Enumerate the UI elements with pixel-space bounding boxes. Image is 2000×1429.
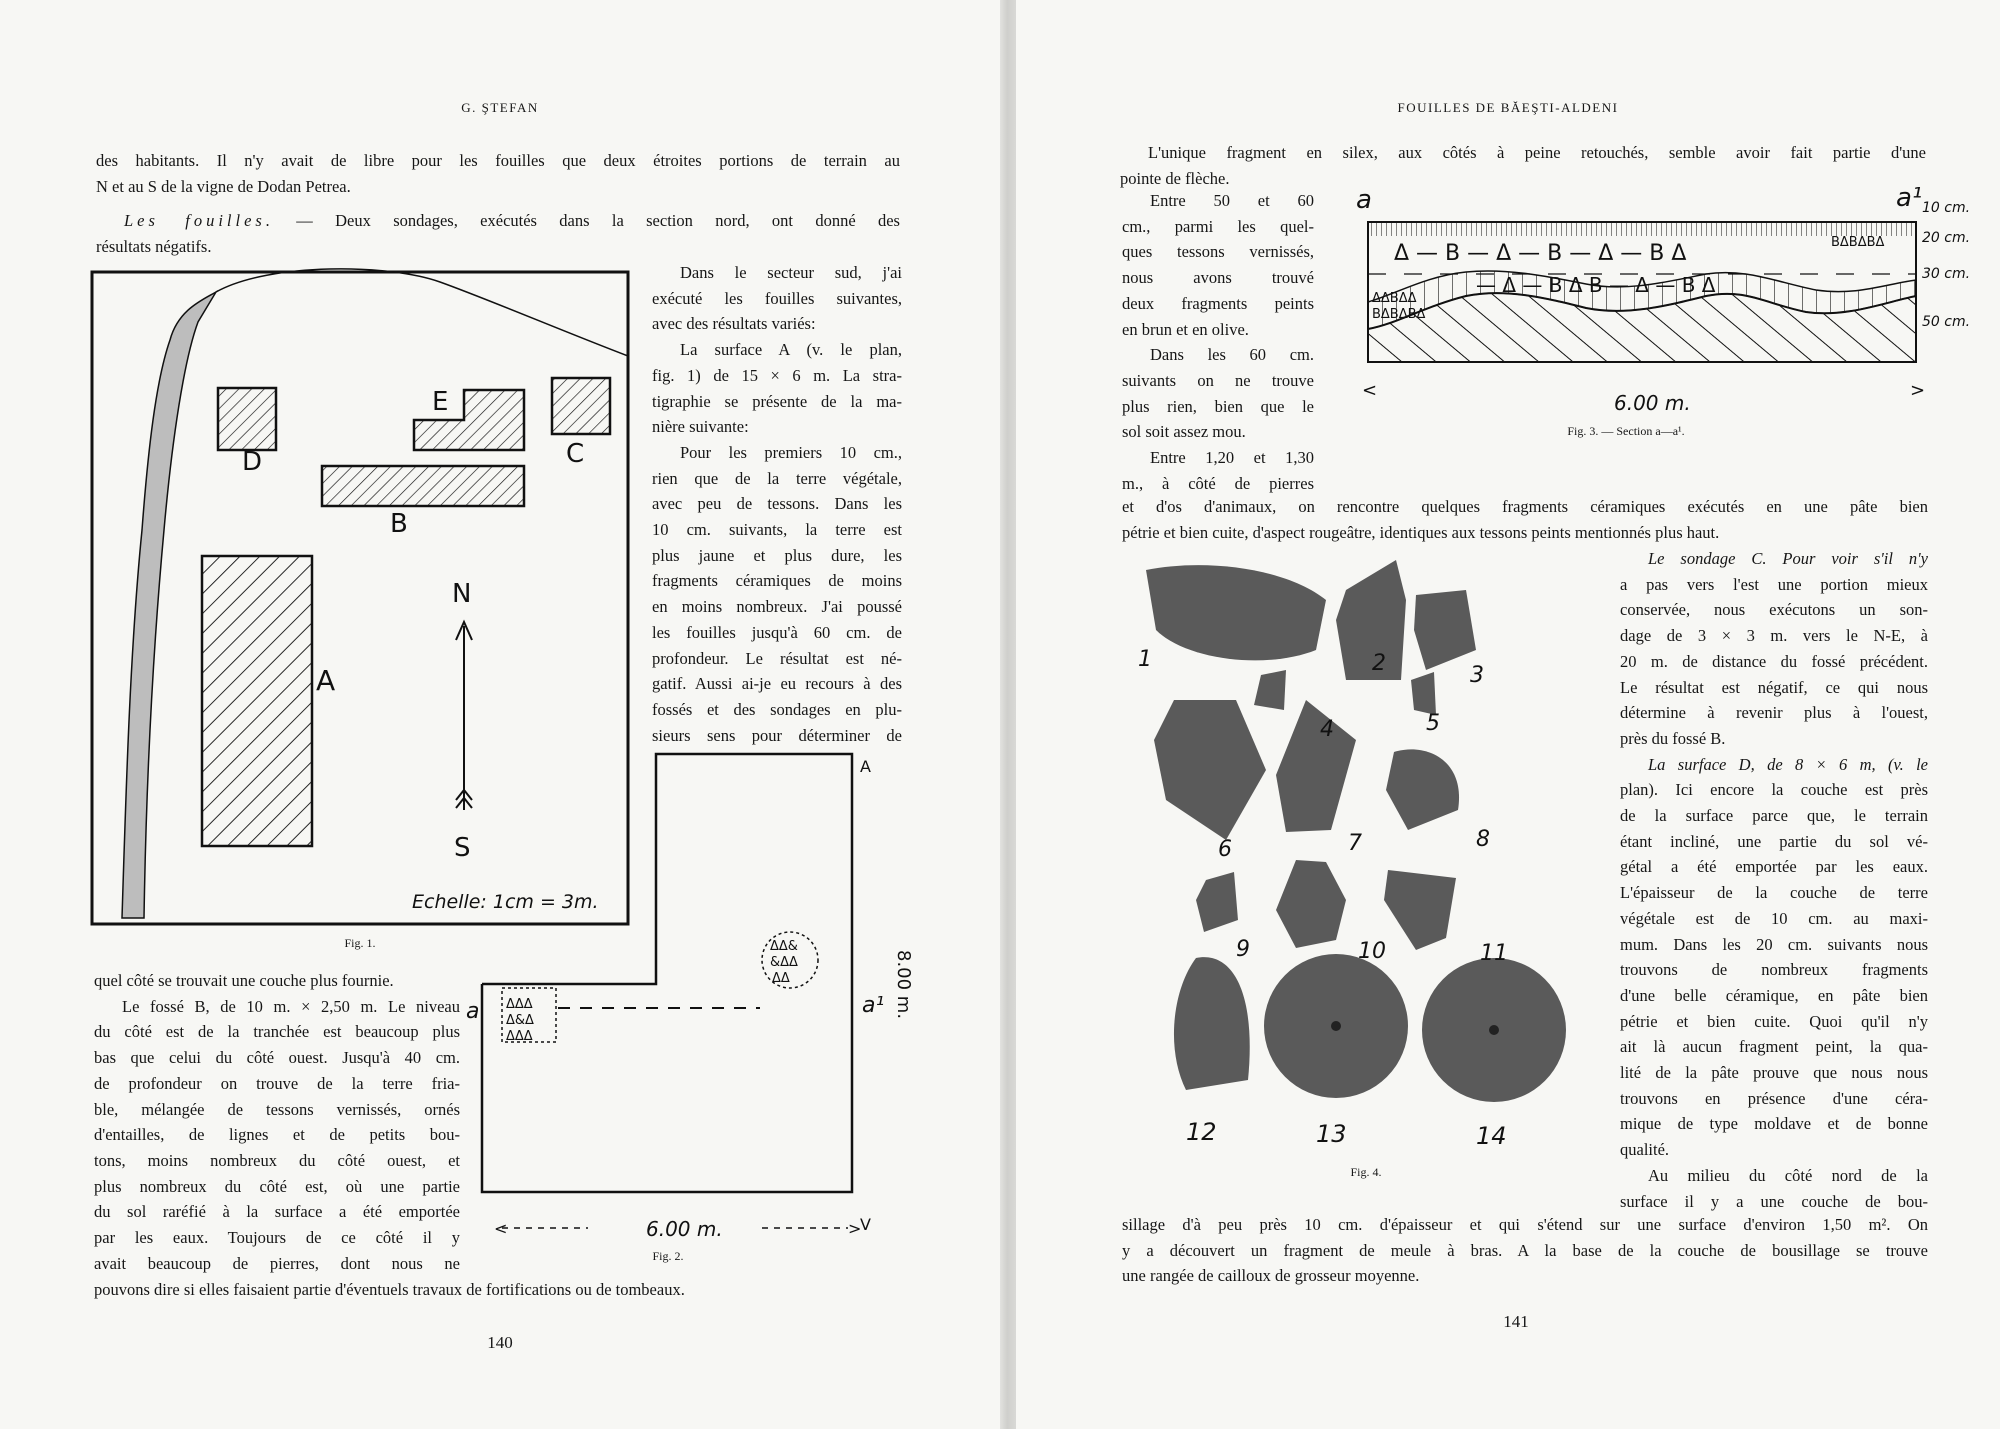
text-line: sol soit assez mou.: [1122, 422, 1246, 442]
side-paragraph: [1620, 546, 1928, 1214]
text-line: près du fossé B.: [1620, 728, 1726, 748]
fig4-caption: Fig. 4.: [1350, 1165, 1382, 1179]
text-line: 20 m. de distance du fossé précédent.: [1620, 651, 1928, 671]
fig4-number: 6: [1218, 837, 1232, 862]
fig4-number: 11: [1480, 941, 1508, 966]
text-line: rien que de la terre végétale,: [652, 468, 902, 488]
fig4-sherd-photo: [1126, 560, 1616, 1170]
text-line: deux fragments peints: [1122, 293, 1314, 313]
text-line: par les eaux. Toujours de ce côté il y: [94, 1228, 460, 1248]
text-line: avec peu de tessons. Dans les: [652, 494, 902, 514]
text-span: — Deux sondages, exécutés dans la section nord, ont donné des: [273, 211, 900, 230]
layer-symbols: BΔBΔBΔ: [1831, 235, 1885, 250]
text-line: résultats négatifs.: [96, 236, 212, 256]
fig2-label-a: a: [466, 999, 480, 1024]
text-line: en brun et en olive.: [1122, 319, 1249, 339]
fig4-number: 4: [1320, 717, 1334, 742]
text-line: cm., parmi les quel-: [1122, 216, 1314, 236]
text-line: trouvons en présence d'une céra-: [1620, 1088, 1928, 1108]
text-line: La surface D, de 8 × 6 m, (v. le: [1648, 754, 1928, 774]
fig3-label-a1: a¹: [1896, 183, 1923, 213]
text-line: a pas vers l'est une portion mieux: [1620, 574, 1928, 594]
depth-label: 50 cm.: [1922, 314, 1971, 330]
text-line: fossés et des sondages en plu-: [652, 699, 902, 719]
north-label: N: [452, 579, 472, 609]
bottom-paragraph: [1122, 1212, 1928, 1289]
layer-symbols: Δ — B — Δ — B — Δ — B Δ: [1394, 241, 1687, 266]
fig2-width-label: 6.00 m.: [646, 1217, 723, 1241]
text-line: sillage d'à peu près 10 cm. d'épaisseur et qui s'étend sur une surface d'environ 1,50 m². On: [1122, 1215, 1928, 1234]
text-line: surface il y a une couche de bou-: [1620, 1191, 1928, 1211]
fig4-number: 10: [1358, 939, 1386, 964]
label-b: B: [390, 509, 408, 539]
text-line: d'une belle céramique, en pâte bien: [1620, 985, 1928, 1005]
fig2-corner-top: A: [860, 757, 871, 776]
scale-label: Echelle: 1cm = 3m.: [412, 891, 599, 913]
text-line: en moins nombreux. J'ai poussé: [652, 597, 902, 617]
text-line: exécuté les fouilles suivantes,: [652, 288, 902, 308]
final-line: [94, 1277, 908, 1303]
page-number: 140: [487, 1333, 513, 1352]
text-line: pétrie et bien cuite. Quoi qu'il n'y: [1620, 1011, 1928, 1031]
sherd-10: [1276, 860, 1346, 948]
text-line: qualité.: [1620, 1140, 1670, 1160]
arrow-right-icon: >: [848, 1219, 862, 1238]
text-line: N et au S de la vigne de Dodan Petrea.: [96, 176, 351, 196]
text-line: L'épaisseur de la couche de terre: [1620, 883, 1928, 903]
running-header: FOUILLES DE BĂEŞTI-ALDENI: [1397, 100, 1619, 115]
text-line: bas que celui du côté ouest. Jusqu'à 40 cm.: [94, 1048, 460, 1068]
sherd-8: [1386, 749, 1459, 830]
text-line: Dans les 60 cm.: [1150, 345, 1314, 365]
sherd-symbols: Δ&Δ: [506, 1013, 534, 1028]
text-line: tigraphie se présente de la ma-: [652, 391, 902, 411]
sherd-11: [1384, 870, 1456, 950]
text-line: lité de la pâte prouve que nous nous: [1620, 1063, 1928, 1083]
sherd-9: [1196, 872, 1238, 932]
text-line: 10 cm. suivants, la terre est: [652, 520, 902, 540]
sherd-2: [1336, 560, 1406, 680]
fig1-caption: Fig. 1.: [344, 936, 376, 950]
text-line: du côté est de la tranchée est beaucoup plus: [94, 1022, 460, 1042]
label-d: D: [242, 447, 263, 477]
text-line: ble, mélangée de tessons vernissés, ornés: [94, 1099, 460, 1119]
section-heading: Les fouilles.: [124, 211, 274, 230]
sherd-symbols: &ΔΔ: [770, 955, 798, 970]
sherd-7: [1276, 700, 1356, 832]
lower-paragraph: [94, 968, 460, 1276]
text-line: et d'os d'animaux, on rencontre quelques fragments céramiques exécutés en une pâte bien: [1122, 497, 1928, 516]
fig2-caption: Fig. 2.: [652, 1249, 684, 1263]
fig2-corner-bottom: V: [860, 1215, 871, 1234]
fig3-section: [1326, 184, 1996, 424]
text-line: suivants on ne trouve: [1122, 370, 1314, 390]
column-paragraph: [1122, 188, 1314, 496]
sherd-symbols: ΔΔ: [772, 971, 790, 986]
label-e: E: [432, 387, 449, 417]
depth-label: 30 cm.: [1922, 266, 1971, 282]
right-page: [1016, 0, 2000, 1429]
text-line: m., à côté de pierres: [1122, 473, 1314, 493]
sherd-6: [1154, 700, 1266, 840]
fig3-label-a: a: [1356, 185, 1372, 215]
text-line: de la surface parce que, le terrain: [1620, 806, 1928, 826]
arrow-right-icon: >: [1910, 380, 1926, 401]
text-line: les fouilles jusqu'à 60 cm. de: [652, 622, 902, 642]
text-line: plus jaune et plus dure, les: [652, 545, 902, 565]
text-line: avait beaucoup de pierres, dont nous ne: [94, 1253, 460, 1273]
fig2-trench-plan: [466, 750, 914, 1270]
text-line: mum. Dans les 20 cm. suivants nous: [1620, 934, 1928, 954]
text-line: ait là aucun fragment peint, la qua-: [1620, 1037, 1928, 1057]
text-line: une rangée de cailloux de grosseur moyenne.: [1122, 1266, 1420, 1286]
text-line: Pour les premiers 10 cm.,: [680, 442, 902, 462]
text-line: étant incliné, une partie du sol vé-: [1620, 831, 1928, 851]
text-line: Entre 1,20 et 1,30: [1150, 448, 1314, 468]
text-line: [96, 208, 900, 234]
fig2-label-a1: a¹: [862, 993, 885, 1018]
text-line: sieurs sens pour déterminer de: [652, 725, 902, 745]
arrow-left-icon: <: [1362, 380, 1378, 401]
text-line: Le résultat est négatif, ce qui nous: [1620, 677, 1928, 697]
fig4-number: 3: [1470, 663, 1484, 688]
text-line: nous avons trouvé: [1122, 268, 1314, 288]
fig2-height-label: 8.00 m.: [893, 950, 914, 1020]
intro-paragraph: [96, 148, 900, 199]
sherd-5: [1411, 672, 1436, 715]
fig4-number: 2: [1372, 651, 1386, 676]
text-line: profondeur. Le résultat est né-: [652, 648, 902, 668]
fig4-number: 5: [1426, 711, 1440, 736]
sherd-3: [1414, 590, 1476, 670]
fig3-width-label: 6.00 m.: [1614, 391, 1691, 415]
text-line: Dans le secteur sud, j'ai: [680, 263, 902, 282]
text-line: avec des résultats variés:: [652, 314, 816, 334]
layer-symbols: — Δ — B Δ B — Δ — B Δ: [1476, 273, 1716, 297]
text-line: d'entailles, de lignes et de petits bou-: [94, 1125, 460, 1145]
sherd-symbols: ΔΔΔ: [506, 997, 533, 1012]
fig4-number: 7: [1348, 831, 1362, 856]
depth-label: 10 cm.: [1922, 200, 1971, 216]
text-line: Entre 50 et 60: [1150, 191, 1314, 210]
text-line: trouvons de nombreux fragments: [1620, 960, 1928, 980]
fig4-number: 1: [1138, 647, 1152, 672]
fig3-caption: Fig. 3. — Section a—a¹.: [1567, 424, 1685, 438]
sherd-symbols: ΔΔ&: [770, 939, 798, 954]
fig4-number: 13: [1316, 1120, 1347, 1148]
full-paragraph: [1122, 494, 1928, 545]
fig4-number: 14: [1476, 1122, 1507, 1150]
text-line: tons, moins nombreux du côté ouest, et: [94, 1150, 460, 1170]
depth-label: 20 cm.: [1922, 230, 1971, 246]
text-line: plus nombreux du côté est, où une partie: [94, 1176, 460, 1196]
sherd-symbols: ΔΔΔ: [506, 1029, 533, 1044]
text-line: du sol raréfié à la surface a été emportée: [94, 1202, 460, 1222]
text-line: nière suivante:: [652, 417, 749, 437]
arrow-left-icon: <: [494, 1219, 508, 1238]
fig4-number: 9: [1236, 937, 1250, 962]
running-header: G. ŞTEFAN: [461, 100, 539, 115]
text-line: pétrie et bien cuite, d'aspect rougeâtre, identiques aux tessons peints mentionnés plus haut.: [1122, 522, 1720, 542]
text-line: conservée, nous exécutons un son-: [1620, 600, 1928, 620]
text-line: pouvons dire si elles faisaient partie d'éventuels travaux de fortifications ou de tombeaux.: [94, 1280, 685, 1299]
text-line: végétale est de 10 cm. au maxi-: [1620, 908, 1928, 928]
text-line: Au milieu du côté nord de la: [1648, 1165, 1928, 1185]
text-line: mique de type moldave et de bonne: [1620, 1114, 1928, 1134]
text-line: pointe de flèche.: [1120, 168, 1230, 188]
text-line: dage de 3 × 3 m. vers le N-E, à: [1620, 626, 1928, 646]
text-line: Le fossé B, de 10 m. × 2,50 m. Le niveau: [122, 996, 460, 1016]
text-line: des habitants. Il n'y avait de libre pour les fouilles que deux étroites portions de terrain au: [96, 151, 900, 170]
page-number: 141: [1503, 1312, 1529, 1331]
book-gutter: [1000, 0, 1016, 1429]
text-line: plan). Ici encore la couche est près: [1620, 780, 1928, 800]
text-line: La surface A (v. le plan,: [680, 340, 902, 360]
column-paragraph: [652, 260, 902, 748]
fig4-number: 8: [1476, 827, 1490, 852]
south-label: S: [454, 833, 471, 863]
fig4-number: 12: [1186, 1118, 1217, 1146]
text-line: Le sondage C. Pour voir s'il n'y: [1648, 549, 1928, 568]
text-line: plus rien, bien que le: [1122, 396, 1314, 416]
text-line: de profondeur on trouve de la terre fria-: [94, 1073, 460, 1093]
text-line: fig. 1) de 15 × 6 m. La stra-: [652, 365, 902, 385]
text-line: L'unique fragment en silex, aux côtés à peine retouchés, semble avoir fait partie d'une: [1148, 143, 1926, 162]
sherd-12: [1174, 957, 1250, 1090]
sherd-4: [1254, 670, 1286, 710]
text-line: gétal a été emportée par les eaux.: [1620, 857, 1928, 877]
label-c: C: [566, 439, 585, 469]
text-line: y a découvert un fragment de meule à bras. A la base de la couche de bousillage se trouve: [1122, 1240, 1928, 1260]
text-line: fragments céramiques de moins: [652, 571, 902, 591]
label-a: A: [316, 664, 336, 697]
text-line: gatif. Aussi ai-je eu recours à des: [652, 674, 902, 694]
layer-symbols: ΔΔBΔΔ: [1372, 291, 1417, 306]
sherd-1: [1146, 565, 1326, 660]
fouilles-paragraph: [96, 208, 900, 259]
layer-symbols: BΔBΔBΔ: [1372, 307, 1426, 322]
text-line: quel côté se trouvait une couche plus fournie.: [94, 971, 394, 990]
text-line: détermine à revenir plus à l'ouest,: [1620, 703, 1928, 723]
text-line: ques tessons vernissés,: [1122, 242, 1314, 262]
